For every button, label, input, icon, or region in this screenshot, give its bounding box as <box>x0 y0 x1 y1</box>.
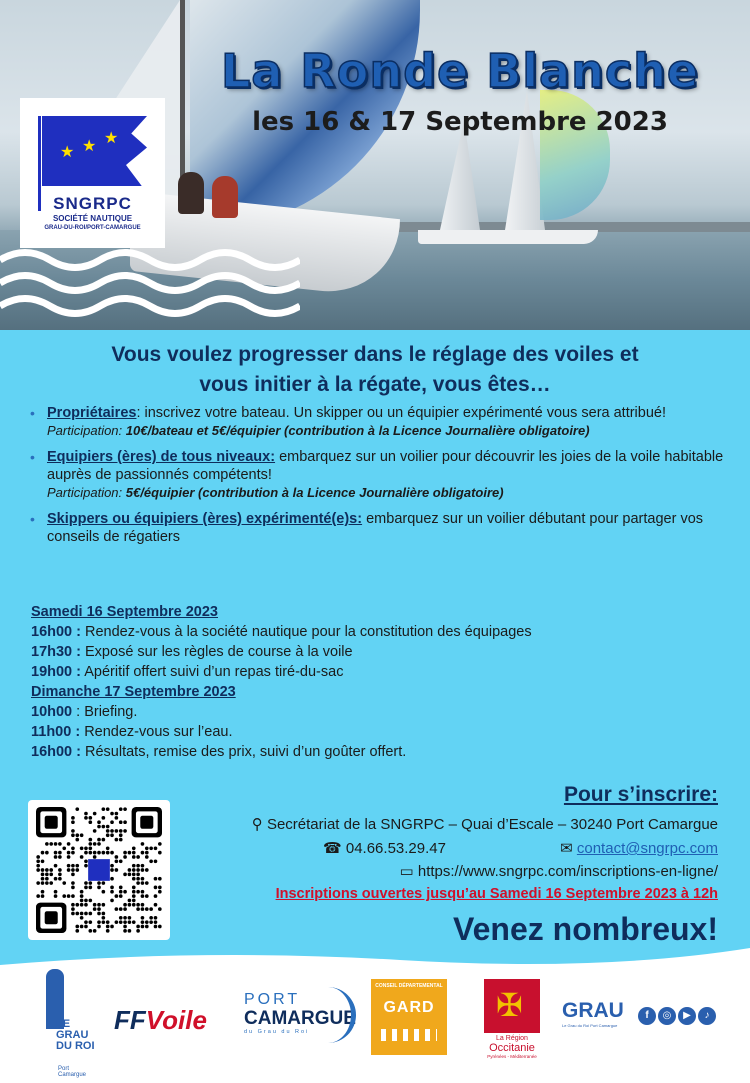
logo-subtitle: SOCIÉTÉ NAUTIQUE <box>52 214 133 223</box>
hero-photo <box>0 0 750 330</box>
list-item <box>30 448 730 501</box>
youtube-icon[interactable]: ▶ <box>678 1007 696 1025</box>
participation-label: Participation: <box>47 485 126 500</box>
time: 17h30 : <box>31 644 81 660</box>
list-item <box>30 404 730 439</box>
address-text: Secrétariat de la SNGRPC – Quai d’Escale – 30240 Port Camargue <box>266 816 718 833</box>
star-icon: ★ <box>82 138 97 155</box>
sponsor-logos <box>0 965 750 1083</box>
schedule-row <box>31 662 731 682</box>
aqueduct-icon <box>381 1029 437 1041</box>
time: 19h00 : <box>31 664 81 680</box>
activity: Exposé sur les règles de course à la voile <box>80 644 353 660</box>
bullet-text: : inscrivez votre bateau. Un skipper ou un équipier expérimenté vous sera attribué! <box>136 405 667 421</box>
facebook-icon[interactable]: f <box>638 1007 656 1025</box>
occitanie-name: Occitanie <box>489 1042 535 1054</box>
computer-icon: ▭ <box>399 863 418 880</box>
intro-line: Vous voulez progresser dans le réglage des voiles et <box>111 343 639 366</box>
occitan-cross-icon: ✠ <box>484 979 540 1033</box>
schedule-row <box>31 722 731 742</box>
gard-text: GARD <box>383 999 435 1016</box>
day-heading: Dimanche 17 Septembre 2023 <box>31 684 236 700</box>
gard-logo <box>371 979 447 1055</box>
ffvoile-logo <box>114 1005 207 1036</box>
page-title: La Ronde Blanche <box>220 44 700 98</box>
day-heading: Samedi 16 Septembre 2023 <box>31 604 218 620</box>
participation-label: Participation: <box>47 423 126 438</box>
logo-name: SNGRPC <box>53 194 132 213</box>
instagram-icon[interactable]: ◎ <box>658 1007 676 1025</box>
activity: Rendez-vous à la société nautique pour la constitution des équipages <box>80 624 532 640</box>
grau-du-roi-text: LE GRAU DU ROI <box>56 1018 95 1052</box>
bullet-text: embarquez sur un voilier débutant pour partager vos conseils de régatiers <box>47 511 704 545</box>
activity: Rendez-vous sur l’eau. <box>80 724 233 740</box>
bullet-heading: Equipiers (ères) de tous niveaux: <box>47 449 276 465</box>
activity: : Briefing. <box>72 704 138 720</box>
time: 11h00 : <box>31 724 81 740</box>
audience-list <box>30 404 730 555</box>
grau-du-roi-logo <box>38 969 95 1078</box>
qr-code[interactable] <box>28 800 170 940</box>
ffvoile-ff: FF <box>114 1005 146 1035</box>
tiktok-icon[interactable]: ♪ <box>698 1007 716 1025</box>
le-grau-text: GRAU <box>562 999 624 1022</box>
schedule-row <box>31 622 731 642</box>
le-grau-logo <box>562 999 632 1028</box>
port-camargue-logo <box>244 991 359 1035</box>
star-icon: ★ <box>104 130 119 147</box>
sailor <box>178 172 204 214</box>
social-icons <box>638 1005 718 1025</box>
bullet-text: embarquez sur un voilier pour découvrir les joies de la voile habitable auprès de passionnés compétents! <box>47 449 724 483</box>
port-text: PORT <box>244 991 301 1008</box>
ffvoile-voile: Voile <box>145 1005 207 1035</box>
deadline-notice: Inscriptions ouvertes jusqu’au Samedi 16 Septembre 2023 à 12h <box>275 886 718 902</box>
le-grau-subtext: Le Grau du Roi Port Camargue <box>562 1023 618 1028</box>
email-link[interactable]: contact@sngrpc.com <box>576 840 718 857</box>
sailor <box>212 176 238 218</box>
activity: Apéritif offert suivi d’un repas tiré-du-sac <box>80 664 344 680</box>
time: 16h00 : <box>31 744 81 760</box>
schedule <box>31 602 731 762</box>
star-icon: ★ <box>60 144 75 161</box>
qr-code-image <box>36 807 162 933</box>
phone-icon: ☎ <box>323 840 346 857</box>
schedule-row <box>31 702 731 722</box>
phone[interactable] <box>323 839 446 857</box>
activity: Résultats, remise des prix, suivi d’un goûter offert. <box>80 744 407 760</box>
participation-value: 5€/équipier (contribution à la Licence Journalière obligatoire) <box>125 485 504 500</box>
address <box>252 815 718 833</box>
distant-hull <box>418 230 598 244</box>
logo-subtitle-2: GRAU-DU-ROI/PORT-CAMARGUE <box>44 225 141 231</box>
participation-value: 10€/bateau et 5€/équipier (contribution à la Licence Journalière obligatoire) <box>125 423 590 438</box>
time: 10h00 <box>31 704 73 720</box>
participation-note <box>47 422 730 439</box>
mail-icon: ✉ <box>560 840 577 857</box>
occitanie-top: La Région <box>496 1035 528 1042</box>
occitanie-logo <box>474 977 550 1069</box>
gard-top-text: CONSEIL DÉPARTEMENTAL <box>375 983 443 989</box>
sngrpc-logo <box>20 98 165 248</box>
bullet-heading: Skippers ou équipiers (ères) expérimenté(e)s: <box>47 511 363 527</box>
closing-slogan: Venez nombreux! <box>453 911 718 947</box>
list-item <box>30 510 730 546</box>
location-icon: ⚲ <box>251 816 267 833</box>
port-subtext: du Grau du Roi <box>244 1029 310 1035</box>
occitanie-sub: Pyrénées - Méditerranée <box>487 1054 537 1059</box>
email <box>560 839 718 857</box>
bullet-heading: Propriétaires <box>47 405 137 421</box>
participation-note <box>47 484 730 501</box>
grau-du-roi-subtext: Port Camargue <box>58 1066 87 1078</box>
schedule-row <box>31 742 731 762</box>
camargue-text: CAMARGUE <box>244 1008 356 1029</box>
website <box>400 862 718 880</box>
phone-number: 04.66.53.29.47 <box>345 840 446 857</box>
website-url[interactable]: https://www.sngrpc.com/inscriptions-en-ligne/ <box>417 863 718 880</box>
intro-heading <box>20 340 730 400</box>
schedule-row <box>31 642 731 662</box>
waves-decoration <box>0 245 300 325</box>
time: 16h00 : <box>31 624 81 640</box>
intro-line: vous initier à la régate, vous êtes… <box>199 373 551 396</box>
registration-heading: Pour s’inscrire: <box>563 783 718 806</box>
event-dates: les 16 & 17 Septembre 2023 <box>252 107 668 137</box>
